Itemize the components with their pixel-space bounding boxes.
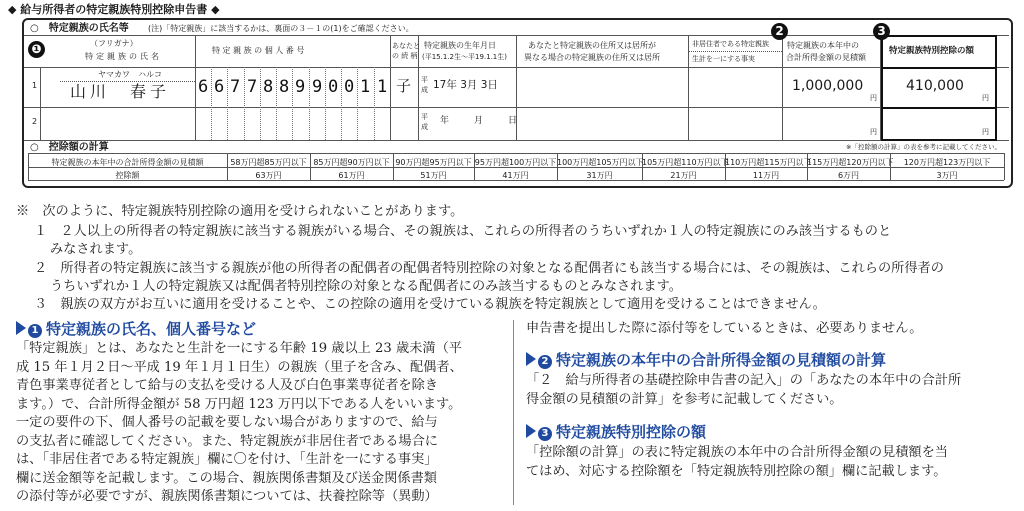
triangle-icon [526, 424, 536, 438]
note-item3: ３ 親族の双方がお互いに適用を受けることや、この控除の適用を受けている親族を特定親族として適用を受けることはできません。 [34, 297, 826, 312]
header-individual-number: 特 定 親 族 の 個 人 番 号 [212, 46, 305, 55]
row2-number: 2 [32, 117, 38, 126]
body-line: 得金額の見積額の計算」を参考に記載してください。 [526, 391, 843, 407]
header-name: 特定親族の氏名 [85, 52, 162, 61]
row1-income-unit: 円 [870, 94, 877, 102]
calc-amount: 21万円 [670, 171, 697, 180]
note-item2-line1: ２ 所得者の特定親族に該当する親族が他の所得者の配偶者の配偶者特別控除の対象となる配偶者にも該当する場合には、その親族は、これらの所得者の [34, 261, 944, 276]
section2-title: ○ 控除額の計算 [30, 142, 109, 153]
note-item1-line1: １ ２人以上の所得者の特定親族に該当する親族がいる場合、その親族は、これらの所得者のうちいずれか１人の特定親族にのみ該当するものと [34, 224, 892, 239]
calc-range: 100万円超105万円以下 [557, 158, 644, 167]
calc-amount: 3万円 [936, 171, 958, 180]
triangle-icon [526, 352, 536, 366]
body-line: てはめ、対応する控除額を「特定親族特別控除の額」欄に記載します。 [526, 463, 947, 479]
note-item2-line2: うちいずれか１人の特定親族又は配偶者特別控除の対象となる配偶者にのみ該当するものとみなされます。 [50, 279, 682, 294]
digit: 6 [198, 77, 209, 97]
body-line: の支払者に確認してください。また、特定親族が非居住者である場合に [16, 433, 438, 449]
row1-name[interactable]: 山川 春子 [70, 82, 171, 101]
marker-1-icon: ❶ [28, 41, 45, 58]
digit: 8 [279, 77, 290, 97]
notes-intro: ※ 次のように、特定親族特別控除の適用を受けられないことがあります。 [16, 204, 464, 219]
row1-number: 1 [32, 81, 38, 90]
calc-range: 58万円超85万円以下 [230, 158, 307, 167]
section1-body [16, 340, 463, 507]
calc-amount: 51万円 [420, 171, 447, 180]
marker-3-icon: 3 [873, 23, 890, 40]
calc-amount: 41万円 [502, 171, 529, 180]
calc-range: 90万円超95万円以下 [395, 158, 472, 167]
row1-income[interactable]: 1,000,000 [792, 78, 864, 94]
section1-continued: 申告書を提出した際に添付等をしているときは、必要ありません。 [526, 321, 923, 336]
digit: 0 [344, 77, 355, 97]
row1-deduction-unit: 円 [982, 94, 989, 102]
digit: 0 [328, 77, 339, 97]
body-line: 「２ 給与所得者の基礎控除申告書の記入」の「あなたの本年中の合計所 [526, 373, 962, 388]
form-title: ◆ 給与所得者の特定親族特別控除申告書 ◆ [8, 3, 220, 16]
triangle-icon [16, 321, 26, 335]
section1-note: (注)「特定親族」に該当するかは、裏面の３－１の(1)をご確認ください。 [148, 24, 414, 33]
header-address-1: あなたと特定親族の住所又は居所が [528, 41, 656, 50]
header-same-livelihood: 生計を一にする事実 [692, 55, 755, 63]
calc-range: 110万円超115万円以下 [725, 158, 812, 167]
header-relation-1: あなたと [392, 42, 420, 50]
digit: 1 [360, 77, 371, 97]
number-3-icon: 3 [538, 427, 552, 441]
body-line: 欄に送金額等を記載します。この場合、親族関係書類及び送金関係書類 [16, 470, 437, 486]
calc-amount: 63万円 [255, 171, 282, 180]
calc-range: 105万円超110万円以下 [642, 158, 729, 167]
section1-title: ○ 特定親族の氏名等 [30, 23, 129, 34]
row1-relation[interactable]: 子 [396, 77, 412, 95]
body-line: 成 15 年１月２日～平成 19 年１月１日生）の親族（里子を含み、配偶者、 [16, 359, 463, 375]
section-heading-1-text: 特定親族の氏名、個人番号など [46, 320, 257, 338]
body-line: の添付等が必要ですが、親族関係書類については、扶養控除等（異動） [16, 489, 438, 504]
calc-row2-label: 控除額 [115, 171, 140, 180]
note-item1-line2: みなされます。 [50, 242, 142, 257]
body-line: ます。）で、合計所得金額が 58 万円超 123 万円以下である人をいいます。 [16, 396, 462, 412]
section-heading-3-text: 特定親族特別控除の額 [556, 423, 707, 441]
calc-amount: 6万円 [837, 171, 860, 180]
calc-range: 115万円超120万円以下 [807, 158, 894, 167]
header-birth-1: 特定親族の生年月日 [424, 41, 496, 50]
row2-income-unit: 円 [870, 128, 877, 136]
row2-birth[interactable]: 年 月 日 [440, 116, 526, 126]
section-heading-2 [526, 349, 886, 370]
digit: 7 [247, 77, 258, 97]
row2-deduction-unit: 円 [982, 128, 989, 136]
section3-body [526, 444, 948, 481]
calc-amount: 61万円 [338, 171, 365, 180]
calc-range: 85万円超90万円以下 [313, 158, 390, 167]
calc-amount: 11万円 [752, 171, 780, 180]
body-line: 「特定親族」とは、あなたと生計を一にする年齢 19 歳以上 23 歳未満（平 [16, 341, 462, 356]
header-nonresident: 非居住者である特定親族 [692, 40, 769, 48]
header-address-2: 異なる場合の特定親族の住所又は居所 [524, 53, 660, 62]
section2-body [526, 372, 961, 409]
body-line: 一定の要件の下、個人番号の記載を要しない場合がありますので、給与 [16, 415, 438, 430]
section-heading-3 [526, 421, 706, 442]
calc-row1-label: 特定親族の本年中の合計所得金額の見積額 [51, 158, 204, 167]
number-1-icon: 1 [28, 324, 42, 338]
digit: 7 [230, 77, 241, 97]
header-deduction: 特定親族特別控除の額 [889, 46, 975, 56]
body-line: 「控除額の計算」の表に特定親族の本年中の合計所得金額の見積額を当 [526, 445, 948, 460]
section-heading-1 [16, 318, 256, 339]
column-divider [513, 320, 514, 505]
body-line: 青色事業専従者として給与の支払を受ける人及び白色事業専従者を除き [16, 378, 438, 393]
header-furigana: （フリガナ） [90, 39, 138, 48]
row1-era: 平成 [421, 76, 428, 94]
number-2-icon: 2 [538, 355, 552, 369]
row1-furigana[interactable]: ヤマカワ ハルコ [98, 70, 162, 79]
row2-era: 平成 [421, 113, 428, 131]
marker-2-icon: 2 [771, 23, 788, 40]
digit: 9 [295, 77, 306, 97]
section-heading-2-text: 特定親族の本年中の合計所得金額の見積額の計算 [556, 351, 887, 369]
digit: 1 [377, 77, 388, 97]
header-birth-2: (平15.1.2生～平19.1.1生) [422, 53, 507, 61]
header-relation-2: の 続 柄 [392, 52, 418, 60]
digit: 8 [263, 77, 274, 97]
calc-range: 120万円超123万円以下 [903, 158, 991, 167]
section2-note: ※「控除額の計算」の表を参考に記載してください。 [846, 143, 1001, 151]
digit: 9 [312, 77, 323, 97]
header-income-2: 合計所得金額の見積額 [786, 53, 866, 62]
body-line: は、「非居住者である特定親族」欄に〇を付け、「生計を一にする事実」 [16, 452, 438, 467]
calc-amount: 31万円 [586, 171, 613, 180]
header-income-1: 特定親族の本年中の [787, 41, 859, 50]
row1-birth[interactable]: 17年 3月 3日 [433, 79, 498, 91]
digit: 6 [214, 77, 225, 97]
calc-range: 95万円超100万円以下 [474, 158, 557, 167]
row1-deduction[interactable]: 410,000 [906, 78, 964, 94]
